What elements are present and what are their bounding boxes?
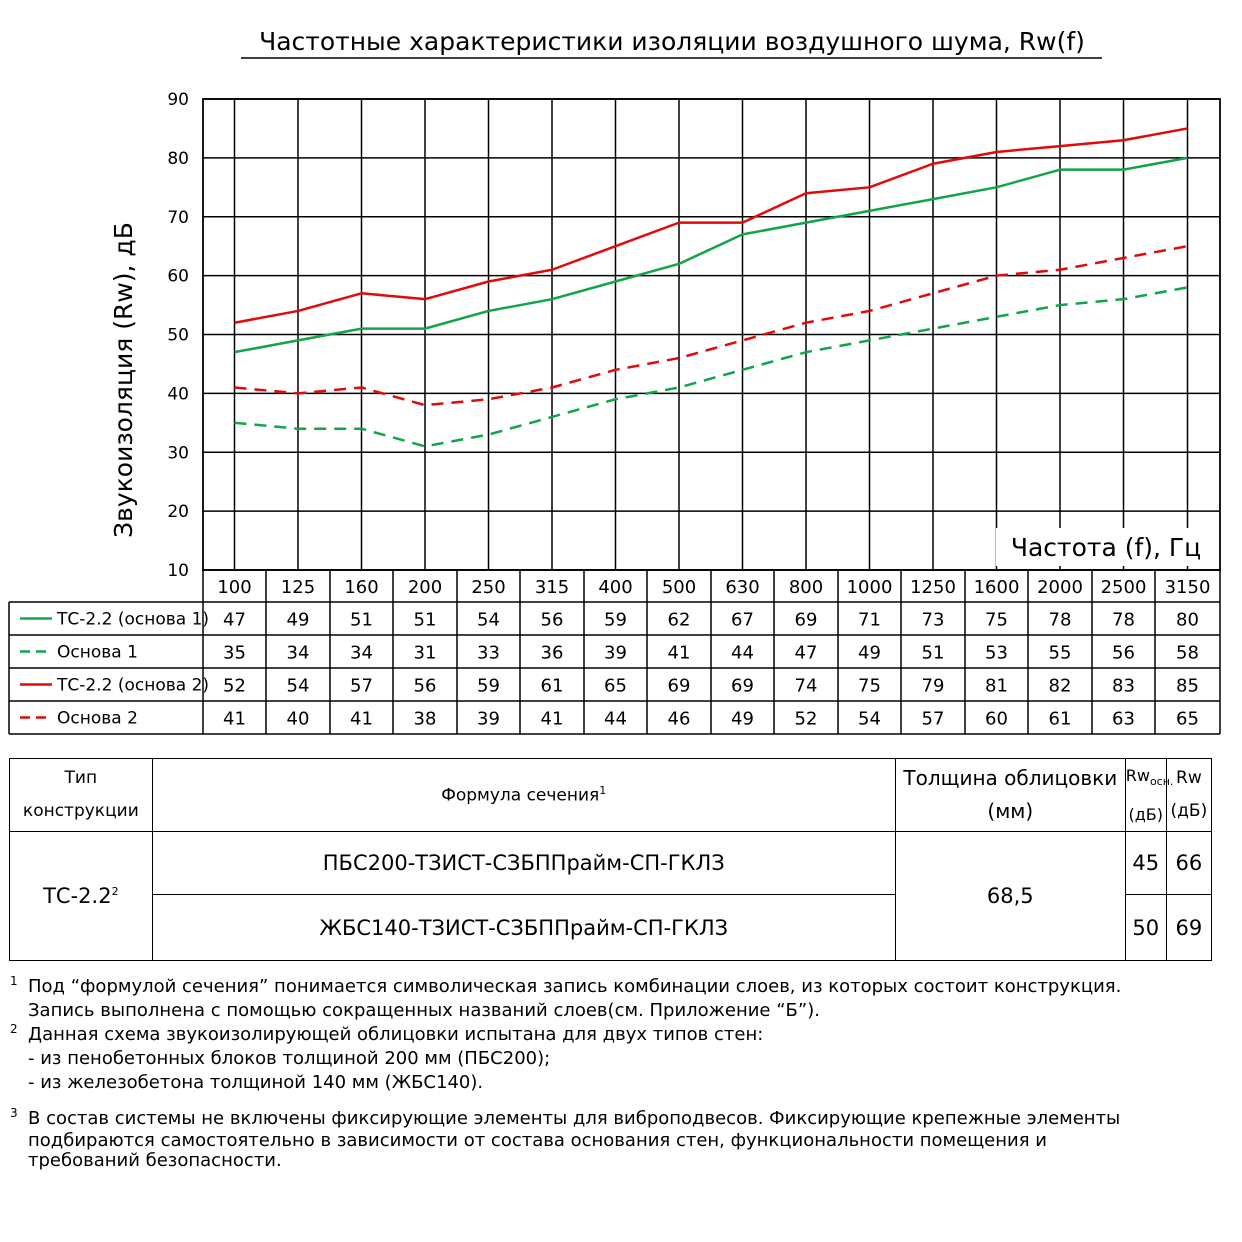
header-formula: Формула сечения$^1$ — [152, 759, 895, 832]
table-value: 59 — [477, 675, 500, 697]
table-value: 46 — [667, 708, 691, 730]
series-line — [235, 246, 1188, 405]
table-value: 52 — [223, 675, 246, 697]
rw-cell: 69 — [1166, 895, 1211, 961]
y-tick-label: 10 — [167, 561, 189, 581]
y-tick-label: 70 — [167, 207, 189, 228]
type-cell: $ТС-2.2^2$ — [10, 832, 153, 961]
spec-table — [9, 758, 1212, 961]
legend-label: ТС-2.2 (основа 2) — [57, 675, 210, 696]
table-value: 81 — [985, 675, 1008, 697]
x-tick-label: 315 — [534, 577, 570, 598]
table-value: 34 — [286, 642, 310, 664]
x-tick-label: 1000 — [846, 577, 893, 598]
x-tick-label: 1250 — [910, 577, 956, 598]
table-value: 69 — [794, 609, 818, 631]
table-value: 74 — [794, 675, 818, 697]
series-line — [235, 158, 1188, 352]
x-tick-label: 2500 — [1100, 577, 1147, 598]
table-value: 55 — [1048, 642, 1072, 664]
x-tick-label: 160 — [344, 577, 379, 598]
x-tick-label: 100 — [217, 577, 252, 598]
table-value: 65 — [604, 675, 627, 697]
table-value: 57 — [350, 675, 373, 697]
table-value: 51 — [921, 642, 945, 664]
header-thickness: Толщина облицовки (мм) — [895, 759, 1125, 832]
table-value: 53 — [985, 642, 1008, 664]
x-tick-label: 200 — [407, 577, 443, 598]
header-type: Тип конструкции — [10, 759, 153, 832]
x-axis-label: Частота (f), Гц — [1010, 533, 1202, 562]
table-value: 63 — [1112, 708, 1135, 730]
x-tick-label: 1600 — [973, 577, 1020, 598]
table-value: 73 — [921, 609, 945, 631]
table-value: 80 — [1176, 609, 1199, 631]
series-lines — [235, 128, 1188, 446]
table-value: 67 — [731, 609, 754, 631]
table-value: 61 — [540, 675, 564, 697]
table-value: 52 — [794, 708, 818, 730]
table-value: 54 — [286, 675, 310, 697]
table-value: 38 — [413, 708, 437, 730]
table-value: 51 — [350, 609, 373, 631]
table-value: 41 — [223, 708, 246, 730]
y-tick-label: 50 — [167, 325, 189, 346]
table-value: 62 — [667, 609, 691, 631]
table-value: 54 — [858, 708, 881, 730]
table-value: 69 — [667, 675, 691, 697]
table-value: 41 — [540, 708, 564, 730]
footnote-3: 3 В состав системы не включены фиксирующие элементы для виброподвесов. Фиксирующие крепежные элементы — [10, 1106, 1121, 1129]
x-tick-label: 400 — [598, 577, 633, 598]
rw-base-cell: 45 — [1125, 832, 1166, 895]
table-value: 59 — [604, 609, 627, 631]
footnote-2: 2 Данная схема звукоизолирующей облицовки испытана для двух типов стен: — [10, 1022, 764, 1045]
table-value: 83 — [1112, 675, 1135, 697]
table-value: 75 — [985, 609, 1008, 631]
series-line — [235, 287, 1188, 446]
x-tick-label: 3150 — [1164, 577, 1211, 598]
table-value: 47 — [223, 609, 246, 631]
table-value: 39 — [477, 708, 500, 730]
y-tick-label: 90 — [167, 90, 189, 110]
table-value: 75 — [858, 675, 881, 697]
table-value: 56 — [1112, 642, 1135, 664]
table-value: 47 — [794, 642, 818, 664]
table-value: 49 — [286, 609, 310, 631]
table-value: 31 — [413, 642, 437, 664]
legend-label: Основа 1 — [57, 642, 138, 663]
x-tick-label: 125 — [280, 577, 316, 598]
table-value: 78 — [1112, 609, 1135, 631]
table-value: 36 — [540, 642, 564, 664]
y-tick-label: 30 — [167, 443, 189, 464]
table-value: 49 — [858, 642, 881, 664]
legend-label: Основа 2 — [57, 708, 138, 729]
table-value: 65 — [1176, 708, 1199, 730]
table-value: 44 — [731, 642, 754, 664]
table-value: 35 — [223, 642, 246, 664]
table-value: 41 — [350, 708, 373, 730]
x-tick-label: 250 — [471, 577, 506, 598]
table-value: 49 — [731, 708, 754, 730]
table-value: 69 — [731, 675, 754, 697]
y-axis-label: Звукоизоляция (Rw), дБ — [109, 222, 138, 538]
formula-cell: ПБС200-ТЗИСТ-СЗБППрайм-СП-ГКЛЗ — [152, 832, 895, 895]
table-value: 58 — [1176, 642, 1199, 664]
table-value: 85 — [1176, 675, 1199, 697]
x-tick-label: 800 — [788, 577, 824, 598]
table-value: 33 — [477, 642, 500, 664]
table-value: 54 — [477, 609, 500, 631]
y-tick-label: 80 — [167, 148, 189, 169]
table-value: 82 — [1048, 675, 1072, 697]
x-tick-label: 630 — [725, 577, 760, 598]
table-value: 78 — [1048, 609, 1072, 631]
table-value: 61 — [1048, 708, 1072, 730]
table-value: 44 — [604, 708, 627, 730]
y-tick-label: 60 — [167, 266, 189, 287]
legend-label: ТС-2.2 (основа 1) — [57, 609, 210, 630]
table-value: 56 — [413, 675, 437, 697]
y-tick-label: 20 — [167, 502, 189, 523]
table-value: 34 — [350, 642, 373, 664]
table-value: 60 — [985, 708, 1008, 730]
formula-cell: ЖБС140-ТЗИСТ-СЗБППрайм-СП-ГКЛЗ — [152, 895, 895, 961]
table-value: 39 — [604, 642, 627, 664]
chart-title: Частотные характеристики изоляции воздушного шума, Rw(f) — [259, 27, 1085, 56]
rw-base-cell: 50 — [1125, 895, 1166, 961]
x-tick-label: 2000 — [1037, 577, 1083, 598]
y-tick-labels — [167, 90, 189, 581]
footnote-1: 1 Под “формулой сечения” понимается символическая запись комбинации слоев, из которых состоит конструкция. — [10, 974, 1122, 997]
table-value: 79 — [921, 675, 945, 697]
x-tick-label: 500 — [661, 577, 697, 598]
header-rw: Rw (дБ) — [1166, 759, 1211, 832]
table-value: 51 — [413, 609, 437, 631]
table-value: 56 — [540, 609, 564, 631]
y-tick-label: 40 — [167, 384, 189, 405]
thickness-cell: 68,5 — [895, 832, 1125, 961]
table-value: 57 — [921, 708, 945, 730]
footnotes: 1 Под “формулой сечения” понимается символическая запись комбинации слоев, из которых состоит конструкция. Запись выполнена с помощью сокращенных названий слоев(см. Приложение “Б”). 2 Данная схема звукоизолирующей облицовки испытана для двух типов стен: - из пенобетонных блоков толщиной 200 мм (ПБС200); - из железобетона толщиной 140 мм (ЖБС140). 3 В состав системы не включены фиксирующие элементы для виброподвесов. Фиксирующие крепежные элементы подбираются самостоятельно в зависимости от состава основания стен, функциональности помещения и требований безопасности. — [28, 975, 1228, 1171]
rw-cell: 66 — [1166, 832, 1211, 895]
table-value: 71 — [858, 609, 881, 631]
table-value: 41 — [667, 642, 691, 664]
header-rw-base: $Rw_{осн.}$ (дБ) — [1125, 759, 1166, 832]
table-value: 40 — [286, 708, 310, 730]
x-tick-labels — [217, 577, 1210, 598]
